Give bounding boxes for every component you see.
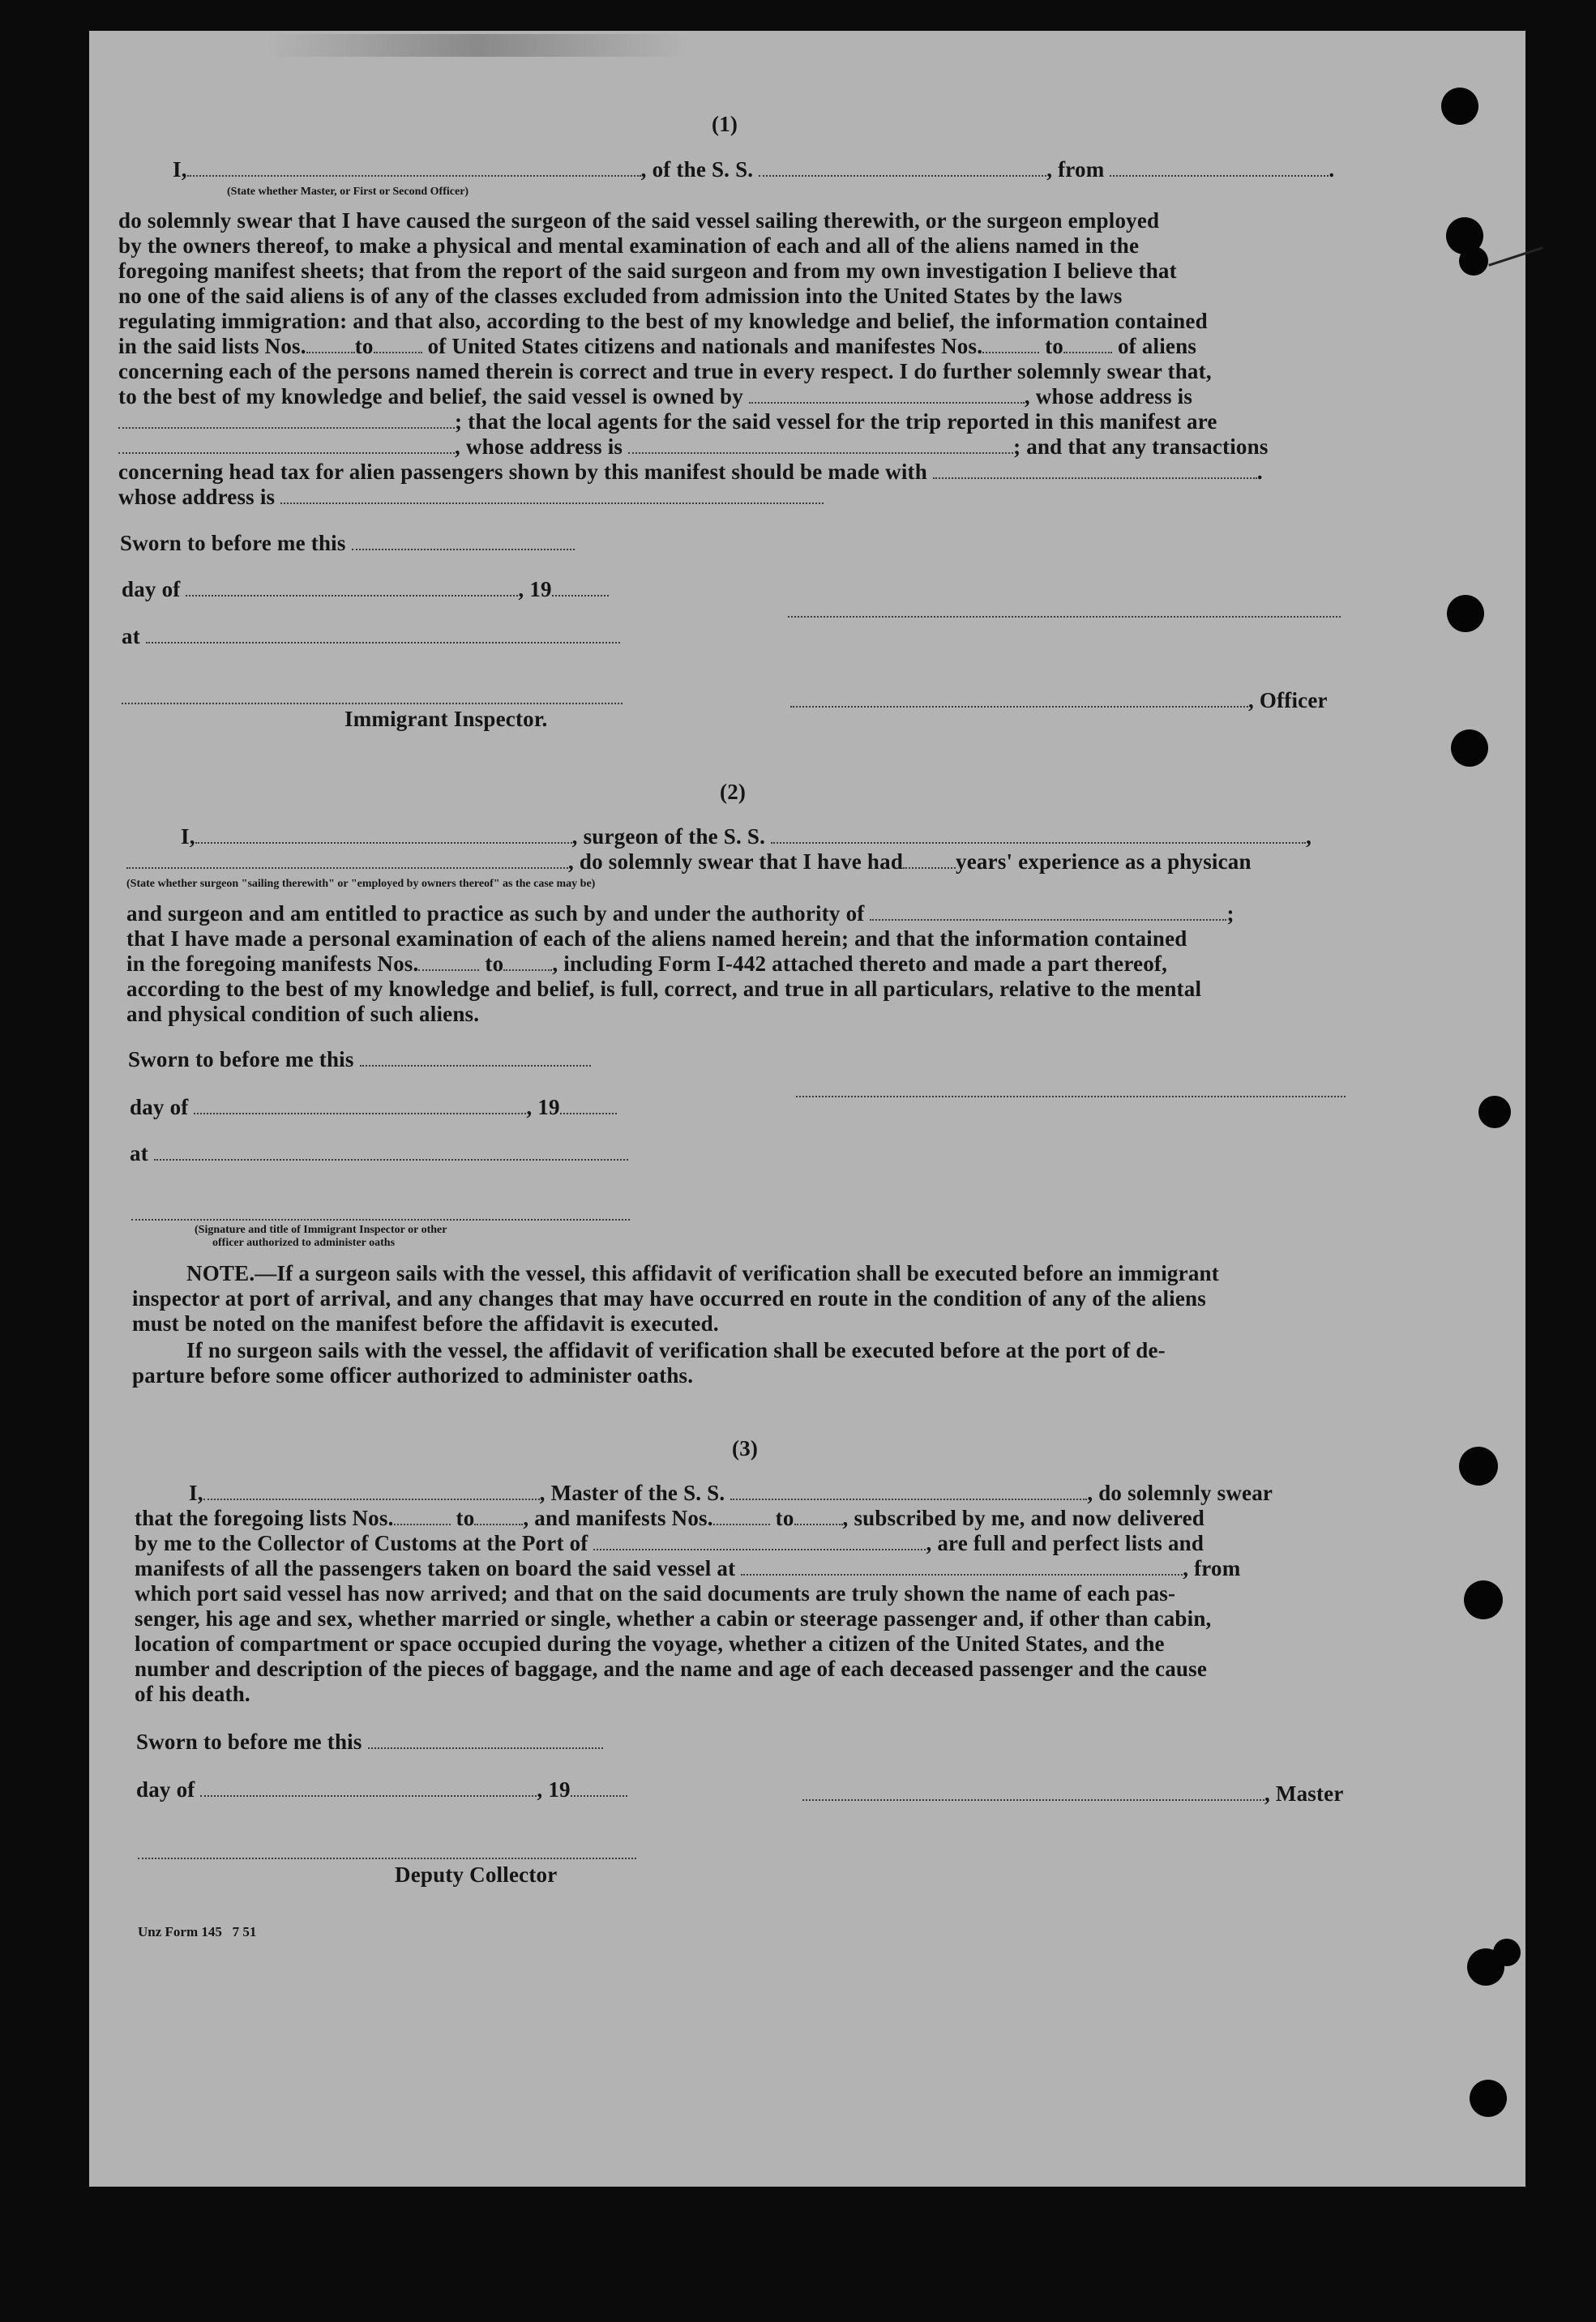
master-signature-field[interactable] [802,1783,1264,1801]
s3-day-field[interactable] [200,1779,537,1797]
s1-year-field[interactable] [552,579,609,597]
binder-hole [1464,1580,1503,1619]
s2-manifests-line: in the foregoing manifests Nos. to , including Form I-442 attached thereto and made a part thereof, [126,951,1168,976]
surgeon-name-field[interactable] [195,826,572,844]
binder-hole [1451,729,1488,767]
s3-vessel-field[interactable] [730,1482,1087,1500]
authority-field[interactable] [870,903,1226,921]
s1-agents-line: ; that the local agents for the said vessel for the trip reported in this manifest are [118,409,1217,434]
s3-text-line: senger, his age and sex, whether married or single, whether a cabin or steerage passenger and, if other than cabin, [135,1606,1212,1631]
form-number: Unz Form 145 7 51 [138,1924,257,1939]
top-smudge [267,34,689,57]
s3-port-line: by me to the Collector of Customs at the Port of , are full and perfect lists and [135,1531,1204,1555]
signature-note-2: officer authorized to administer oaths [212,1237,396,1249]
s2-manifests-from-field[interactable] [418,953,479,971]
from-port-field[interactable] [1110,159,1329,177]
s3-text-line: location of compartment or space occupied during the voyage, whether a citizen of the United States, and the [135,1631,1165,1656]
binder-hole [1493,1939,1521,1966]
officer-rank-note: (State whether Master, or First or Second Officer) [227,186,469,198]
binder-hole [1441,88,1478,125]
s3-deputy-signature-line[interactable] [138,1856,636,1859]
s3-sworn-date-field[interactable] [368,1731,603,1749]
s1-sworn-line: Sworn to before me this [120,531,575,556]
immigrant-inspector-label: Immigrant Inspector. [344,707,548,731]
binder-hole [1447,595,1484,632]
officer-name-field[interactable] [187,159,641,177]
section-3-number: (3) [732,1436,759,1460]
s1-day-line: day of , 19 [122,577,609,602]
s1-owner-line: to the best of my knowledge and belief, the said vessel is owned by , whose address is [118,384,1193,408]
s2-day-field[interactable] [194,1097,526,1114]
s2-text-line: that I have made a personal examination of each of the aliens named herein; and that the information contained [126,926,1187,951]
s3-lists-from-field[interactable] [394,1507,451,1525]
note-line: inspector at port of arrival, and any changes that may have occurred en route in the condition of any of the aliens [132,1286,1206,1311]
surgeon-status-note: (State whether surgeon "sailing therewith" or "employed by owners thereof" as the case may be) [126,878,596,890]
s1-text-line: no one of the said aliens is of any of the classes excluded from admission into the United States by the laws [118,284,1123,308]
s3-lists-to-field[interactable] [474,1507,523,1525]
section-2-number: (2) [720,780,747,804]
note-line: If no surgeon sails with the vessel, the affidavit of verification shall be executed before at the port of de- [186,1338,1166,1362]
s2-day-line: day of , 19 [130,1095,617,1120]
s2-vessel-field[interactable] [771,826,1306,844]
agents-address-field[interactable] [628,436,1013,454]
headtax-address-field[interactable] [280,486,824,504]
s2-experience-line: , do solemnly swear that I have had years' experience as a physican [126,849,1252,874]
s1-headtax-address-line: whose address is [118,485,824,510]
binder-hole [1470,2080,1507,2117]
s1-text-line: concerning each of the persons named therein is correct and true in every respect. I do further solemnly swear that, [118,359,1212,383]
s3-year-field[interactable] [571,1779,627,1797]
s1-at-field[interactable] [146,626,620,644]
note-line: NOTE.—If a surgeon sails with the vessel, this affidavit of verification shall be executed before an immigrant [186,1261,1219,1285]
s2-text-line: and physical condition of such aliens. [126,1002,480,1026]
owner-field[interactable] [749,386,1025,404]
s2-at-line: at [130,1141,628,1166]
s1-text-line: do solemnly swear that I have caused the surgeon of the said vessel sailing therewith, or the surgeon employed [118,208,1160,233]
s2-surgeon-line: I, , surgeon of the S. S. , [181,824,1312,849]
s2-at-field[interactable] [154,1143,628,1161]
lists-from-field[interactable] [306,336,355,353]
years-experience-field[interactable] [903,851,956,869]
vessel-name-field[interactable] [759,159,1046,177]
port-of-arrival-field[interactable] [593,1533,926,1550]
boarding-port-field[interactable] [741,1558,1183,1576]
s2-authority-line: and surgeon and am entitled to practice as such by and under the authority of ; [126,901,1234,926]
s2-year-field[interactable] [560,1097,617,1114]
s1-officer-signature-line-top[interactable] [788,614,1341,618]
s3-text-line: number and description of the pieces of baggage, and the name and age of each deceased passenger and the cause [135,1657,1208,1681]
s3-manifests-to-field[interactable] [794,1507,843,1525]
s1-officer-line: , Officer [790,688,1328,713]
owner-address-field[interactable] [118,411,455,429]
s1-at-line: at [122,624,620,649]
s2-sworn-line: Sworn to before me this [128,1047,591,1072]
s3-lists-line: that the foregoing lists Nos. to , and manifests Nos. to , subscribed by me, and now delivered [135,1506,1204,1530]
s1-text-line: foregoing manifest sheets; that from the report of the said surgeon and from my own investigation I believe that [118,259,1177,283]
s2-inspector-signature-line[interactable] [131,1217,630,1221]
binder-hole [1478,1096,1511,1128]
s2-sworn-date-field[interactable] [360,1049,591,1067]
s1-line-officer: I, , of the S. S. , from . [173,157,1335,182]
s3-day-line: day of , 19 [136,1777,627,1802]
s1-agents-address-line: , whose address is ; and that any transactions [118,434,1269,460]
s1-text-line: by the owners thereof, to make a physical and mental examination of each and all of the aliens named in the [118,233,1140,258]
s1-sworn-date-field[interactable] [352,532,575,550]
section-1-number: (1) [712,112,738,136]
s3-sworn-line: Sworn to before me this [136,1730,603,1755]
manifests-to-field[interactable] [1063,336,1112,353]
s2-surgeon-signature-line[interactable] [796,1094,1346,1097]
officer-signature-field[interactable] [790,690,1248,708]
s2-text-line: according to the best of my knowledge and belief, is full, correct, and true in all particulars, relative to the mental [126,977,1202,1001]
headtax-contact-field[interactable] [933,461,1257,479]
s3-text-line: which port said vessel has now arrived; and that on the said documents are truly shown the name of each pas- [135,1581,1176,1606]
master-name-field[interactable] [203,1482,540,1500]
deputy-collector-label: Deputy Collector [395,1862,558,1887]
binder-hole [1459,246,1488,276]
surgeon-status-field[interactable] [126,851,568,869]
s1-lists-line: in the said lists Nos. to of United States citizens and nationals and manifestes Nos. to of aliens [118,334,1197,358]
manifests-from-field[interactable] [982,336,1039,353]
s3-master-signature-line: , Master [802,1781,1344,1807]
s1-headtax-line: concerning head tax for alien passengers shown by this manifest should be made with . [118,460,1263,484]
s3-boarded-line: manifests of all the passengers taken on board the said vessel at , from [135,1556,1241,1580]
s3-master-line: I, , Master of the S. S. , do solemnly swear [189,1481,1273,1505]
s3-text-line: of his death. [135,1682,250,1706]
s2-manifests-to-field[interactable] [503,953,552,971]
binder-hole [1459,1447,1498,1486]
signature-note-1: (Signature and title of Immigrant Inspector or other [195,1224,447,1236]
s3-manifests-from-field[interactable] [713,1507,770,1525]
s1-text-line: regulating immigration: and that also, according to the best of my knowledge and belief, the information contained [118,309,1208,333]
s1-inspector-signature-line[interactable] [122,701,623,704]
note-line: must be noted on the manifest before the affidavit is executed. [132,1311,719,1336]
agents-field[interactable] [118,436,455,454]
note-line: parture before some officer authorized to administer oaths. [132,1363,694,1388]
lists-to-field[interactable] [374,336,422,353]
s1-day-field[interactable] [186,579,518,597]
